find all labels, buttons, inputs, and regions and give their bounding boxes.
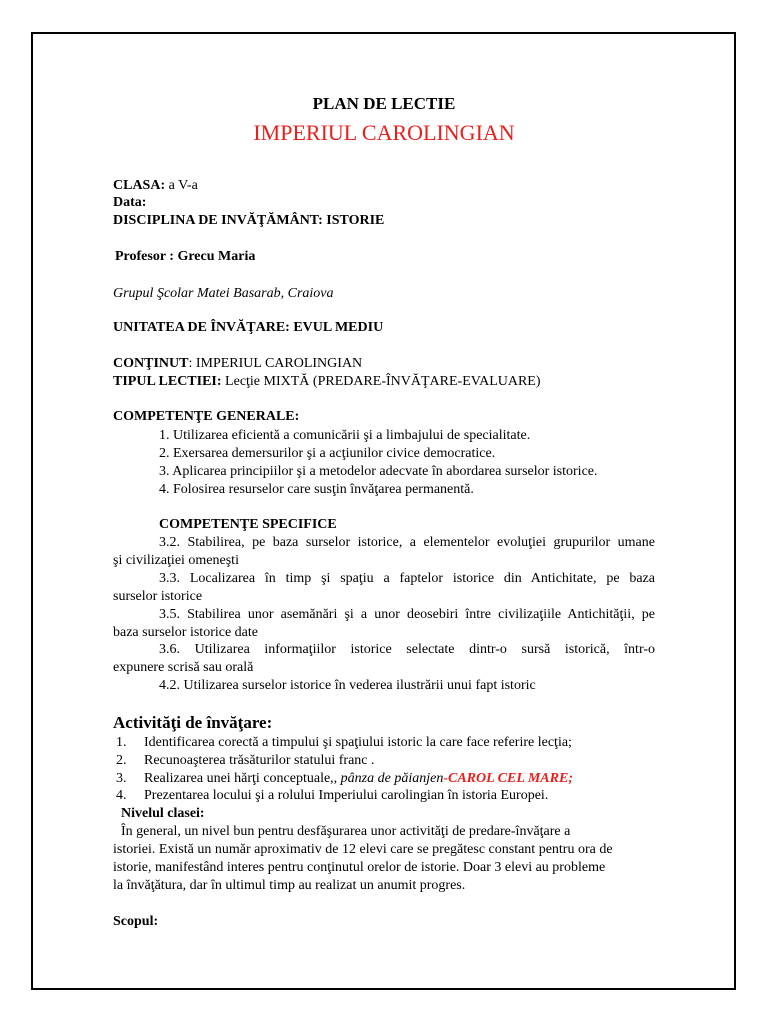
- competenta-generala-item: 4. Folosirea resurselor care susţin învăţarea permanentă.: [159, 482, 474, 497]
- nivelul-heading: Nivelul clasei:: [121, 806, 205, 821]
- activitate-number: 4.: [116, 788, 127, 803]
- school-line: Grupul Şcolar Matei Basarab, Craiova: [113, 286, 334, 301]
- document-subtitle: IMPERIUL CAROLINGIAN: [253, 120, 515, 145]
- activitati-heading: Activităţi de învăţare:: [113, 713, 273, 732]
- competenta-specifica-item: 3.6. Utilizarea informaţiilor istorice selectate dintr-o sursă istorică, într-o: [159, 642, 655, 657]
- activitate-number: 3.: [116, 771, 127, 786]
- activitate-red-text: -CAROL CEL MARE;: [443, 771, 573, 786]
- activitate-text: Realizarea unei hărţi conceptuale,: [144, 771, 334, 786]
- document-title: PLAN DE LECTIE: [312, 94, 456, 113]
- competenta-specifica-item: 3.3. Localizarea în timp şi spaţiu a faptelor istorice din Antichitate, pe baza: [159, 571, 655, 586]
- competenta-specifica-item: 4.2. Utilizarea surselor istorice în vederea ilustrării unui fapt istoric: [159, 678, 536, 693]
- competenta-specifica-continuation: expunere scrisă sau orală: [113, 660, 254, 675]
- continut-line: [113, 355, 362, 373]
- tipul-label: TIPUL LECTIEI:: [113, 374, 222, 389]
- disciplina-line: DISCIPLINA DE INVĂŢĂMÂNT: ISTORIE: [113, 213, 385, 228]
- competente-generale-heading: COMPETENŢE GENERALE:: [113, 409, 300, 424]
- nivelul-line: istorie, manifestând interes pentru conţinutul orelor de istorie. Doar 3 elevi au probleme: [113, 860, 606, 875]
- competenta-generala-item: 2. Exersarea demersurilor şi a acţiunilor civice democratice.: [159, 446, 496, 461]
- competenta-specifica-item: 3.5. Stabilirea unor asemănări şi a unor deosebiri între civilizaţiile Antichităţii, pe: [159, 607, 655, 622]
- competenta-specifica-continuation: surselor istorice: [113, 589, 203, 604]
- activitate-number: 2.: [116, 753, 127, 768]
- competenta-specifica-continuation: baza surselor istorice date: [113, 625, 258, 640]
- activitate-italic-text: , pânza de păianjen: [333, 771, 444, 786]
- activitate-item: [116, 752, 375, 770]
- unitatea-line: UNITATEA DE ÎNVĂŢARE: EVUL MEDIU: [113, 320, 384, 335]
- activitate-text: Identificarea corectă a timpului şi spaţiului istoric la care face referire lecţia;: [144, 735, 572, 750]
- competenta-generala-item: 1. Utilizarea eficientă a comunicării şi a limbajului de specialitate.: [159, 428, 531, 443]
- data-label: Data:: [113, 195, 147, 210]
- scopul-heading: Scopul:: [113, 914, 159, 929]
- competenta-specifica-item: 3.2. Stabilirea, pe baza surselor istorice, a elementelor evoluţiei grupurilor umane: [159, 535, 655, 550]
- continut-label: CONŢINUT: [113, 356, 189, 371]
- clasa-label: CLASA:: [113, 178, 166, 193]
- profesor-line: Profesor : Grecu Maria: [115, 249, 256, 264]
- activitate-number: 1.: [116, 735, 127, 750]
- activitate-text: Prezentarea locului şi a rolului Imperiului carolingian în istoria Europei.: [144, 788, 549, 803]
- competenta-generala-item: 3. Aplicarea principiilor şi a metodelor adecvate în abordarea surselor istorice.: [159, 464, 598, 479]
- competenta-specifica-continuation: şi civilizaţiei omeneşti: [113, 553, 239, 568]
- activitate-item: [116, 787, 548, 805]
- clasa-value: a V-a: [165, 178, 198, 193]
- nivelul-line: În general, un nivel bun pentru desfăşurarea unor activităţi de predare-învăţare a: [121, 824, 571, 839]
- nivelul-line: la învăţătura, dar în ultimul timp au realizat un anumit progres.: [113, 878, 466, 893]
- competente-specifice-heading: COMPETENŢE SPECIFICE: [159, 517, 337, 532]
- activitate-item: [116, 734, 572, 752]
- continut-value: : IMPERIUL CAROLINGIAN: [188, 356, 363, 371]
- nivelul-line: istoriei. Există un număr aproximativ de 12 elevi care se pregătesc constant pentru ora de: [113, 842, 613, 857]
- tipul-value: Lecţie MIXTĂ (PREDARE-ÎNVĂŢARE-EVALUARE): [221, 374, 541, 389]
- activitate-text: Recunoaşterea trăsăturilor statului franc .: [144, 753, 375, 768]
- clasa-line: [113, 177, 198, 195]
- tipul-line: [113, 373, 541, 391]
- activitate-item: [116, 770, 573, 788]
